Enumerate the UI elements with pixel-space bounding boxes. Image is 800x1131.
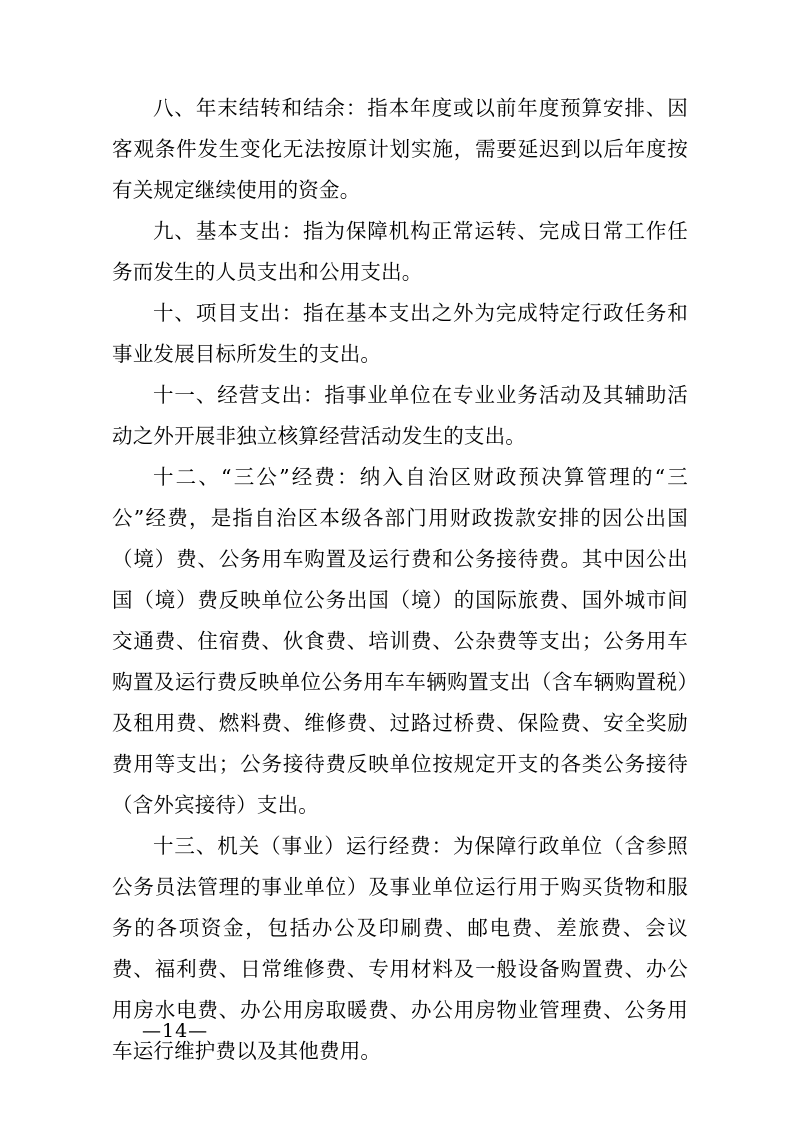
paragraph-year-end-carryover: 八、年末结转和结余：指本年度或以前年度预算安排、因客观条件发生变化无法按原计划实施，需要延迟到以后年度按有关规定继续使用的资金。 (112, 96, 688, 202)
page-footer (112, 1020, 688, 1042)
document-body (112, 88, 688, 1072)
page-number: —14— (142, 1020, 209, 1042)
paragraph-agency-operating-costs: 十三、机关（事业）运行经费：为保障行政单位（含参照公务员法管理的事业单位）及事业单位运行用于购买货物和服务的各项资金，包括办公及印刷费、邮电费、差旅费、会议费、福利费、日常维修费、专用材料及一般设备购置费、办公用房水电费、办公用房取暖费、办公用房物业管理费、公务用车运行维护费以及其他费用。 (112, 834, 688, 1063)
paragraph-basic-expenditure: 九、基本支出：指为保障机构正常运转、完成日常工作任务而发生的人员支出和公用支出。 (112, 219, 688, 284)
paragraph-project-expenditure: 十、项目支出：指在基本支出之外为完成特定行政任务和事业发展目标所发生的支出。 (112, 301, 688, 366)
paragraph-three-public-funds: 十二、“三公”经费：纳入自治区财政预决算管理的“三公”经费，是指自治区本级各部门用财政拨款安排的因公出国（境）费、公务用车购置及运行费和公务接待费。其中因公出国（境）费反映单位公务出国（境）的国际旅费、国外城市间交通费、住宿费、伙食费、培训费、公杂费等支出；公务用车购置及运行费反映单位公务用车车辆购置支出（含车辆购置税）及租用费、燃料费、维修费、过路过桥费、保险费、安全奖励费用等支出；公务接待费反映单位按规定开支的各类公务接待（含外宾接待）支出。 (112, 465, 688, 817)
paragraph-operating-expenditure: 十一、经营支出：指事业单位在专业业务活动及其辅助活动之外开展非独立核算经营活动发生的支出。 (112, 383, 688, 448)
